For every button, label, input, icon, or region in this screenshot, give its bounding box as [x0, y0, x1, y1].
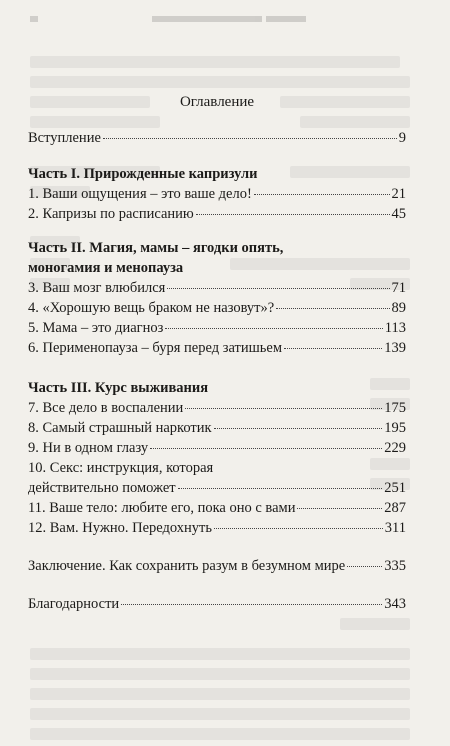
entry-page: 311: [384, 520, 406, 536]
entry-page: 45: [391, 206, 406, 222]
part-title: Часть I. Прирожденные капризули: [28, 166, 258, 182]
dot-leader: [347, 566, 382, 567]
entry-page: 335: [384, 558, 406, 574]
entry-title: Вступление: [28, 130, 101, 146]
toc-entry-acknowledgments: [28, 594, 406, 614]
toc-entry: [28, 338, 406, 358]
dot-leader: [284, 348, 382, 349]
toc-entry: [28, 518, 406, 538]
dot-leader: [254, 194, 390, 195]
toc-entry: [28, 478, 406, 498]
entry-title: 5. Мама – это диагноз: [28, 320, 164, 336]
entry-title-line2: действительно поможет: [28, 480, 176, 496]
entry-title: 4. «Хорошую вещь браком не назовут»?: [28, 300, 275, 316]
toc-entry: [28, 204, 406, 224]
entry-page: 21: [391, 186, 406, 202]
entry-title: Заключение. Как сохранить разум в безумном мире: [28, 558, 346, 574]
table-of-contents: [28, 92, 406, 614]
entry-page: 251: [384, 480, 406, 496]
toc-entry: [28, 438, 406, 458]
toc-entry: [28, 278, 406, 298]
dot-leader: [214, 428, 383, 429]
entry-page: 89: [391, 300, 406, 316]
entry-page: 343: [384, 596, 406, 612]
entry-title: 3. Ваш мозг влюбился: [28, 280, 166, 296]
toc-entry: [28, 318, 406, 338]
dot-leader: [103, 138, 397, 139]
toc-entry-conclusion: [28, 556, 406, 576]
dot-leader: [214, 528, 383, 529]
entry-page: 175: [384, 400, 406, 416]
dot-leader: [167, 288, 389, 289]
entry-page: 139: [384, 340, 406, 356]
toc-entry-intro: [28, 128, 406, 148]
entry-title: 7. Все дело в воспалении: [28, 400, 184, 416]
entry-page: 229: [384, 440, 406, 456]
entry-title: 11. Ваше тело: любите его, пока оно с вами: [28, 500, 296, 516]
entry-title: 6. Перименопауза – буря перед затишьем: [28, 340, 282, 356]
dot-leader: [185, 408, 382, 409]
part-title-line2: моногамия и менопауза: [28, 260, 184, 276]
entry-page: 287: [384, 500, 406, 516]
toc-entry: [28, 498, 406, 518]
running-head: [30, 10, 420, 20]
entry-page: 71: [391, 280, 406, 296]
entry-page: 195: [384, 420, 406, 436]
entry-title: 8. Самый страшный наркотик: [28, 420, 212, 436]
dot-leader: [121, 604, 382, 605]
dot-leader: [276, 308, 389, 309]
entry-page: 113: [384, 320, 406, 336]
dot-leader: [178, 488, 383, 489]
entry-title: 10. Секс: инструкция, которая: [28, 460, 214, 476]
entry-page: 9: [398, 130, 406, 146]
toc-entry: [28, 184, 406, 204]
entry-title: 1. Ваши ощущения – это ваше дело!: [28, 186, 252, 202]
toc-heading: Оглавление: [179, 94, 255, 110]
entry-title: Благодарности: [28, 596, 120, 612]
dot-leader: [150, 448, 382, 449]
entry-title: 12. Вам. Нужно. Передохнуть: [28, 520, 212, 536]
part-title: Часть III. Курс выживания: [28, 380, 209, 396]
toc-entry: [28, 398, 406, 418]
entry-title: 9. Ни в одном глазу: [28, 440, 149, 456]
dot-leader: [196, 214, 390, 215]
toc-entry: [28, 418, 406, 438]
entry-title: 2. Капризы по расписанию: [28, 206, 194, 222]
dot-leader: [165, 328, 382, 329]
toc-entry: [28, 298, 406, 318]
part-title: Часть II. Магия, мамы – ягодки опять,: [28, 240, 284, 256]
dot-leader: [297, 508, 382, 509]
